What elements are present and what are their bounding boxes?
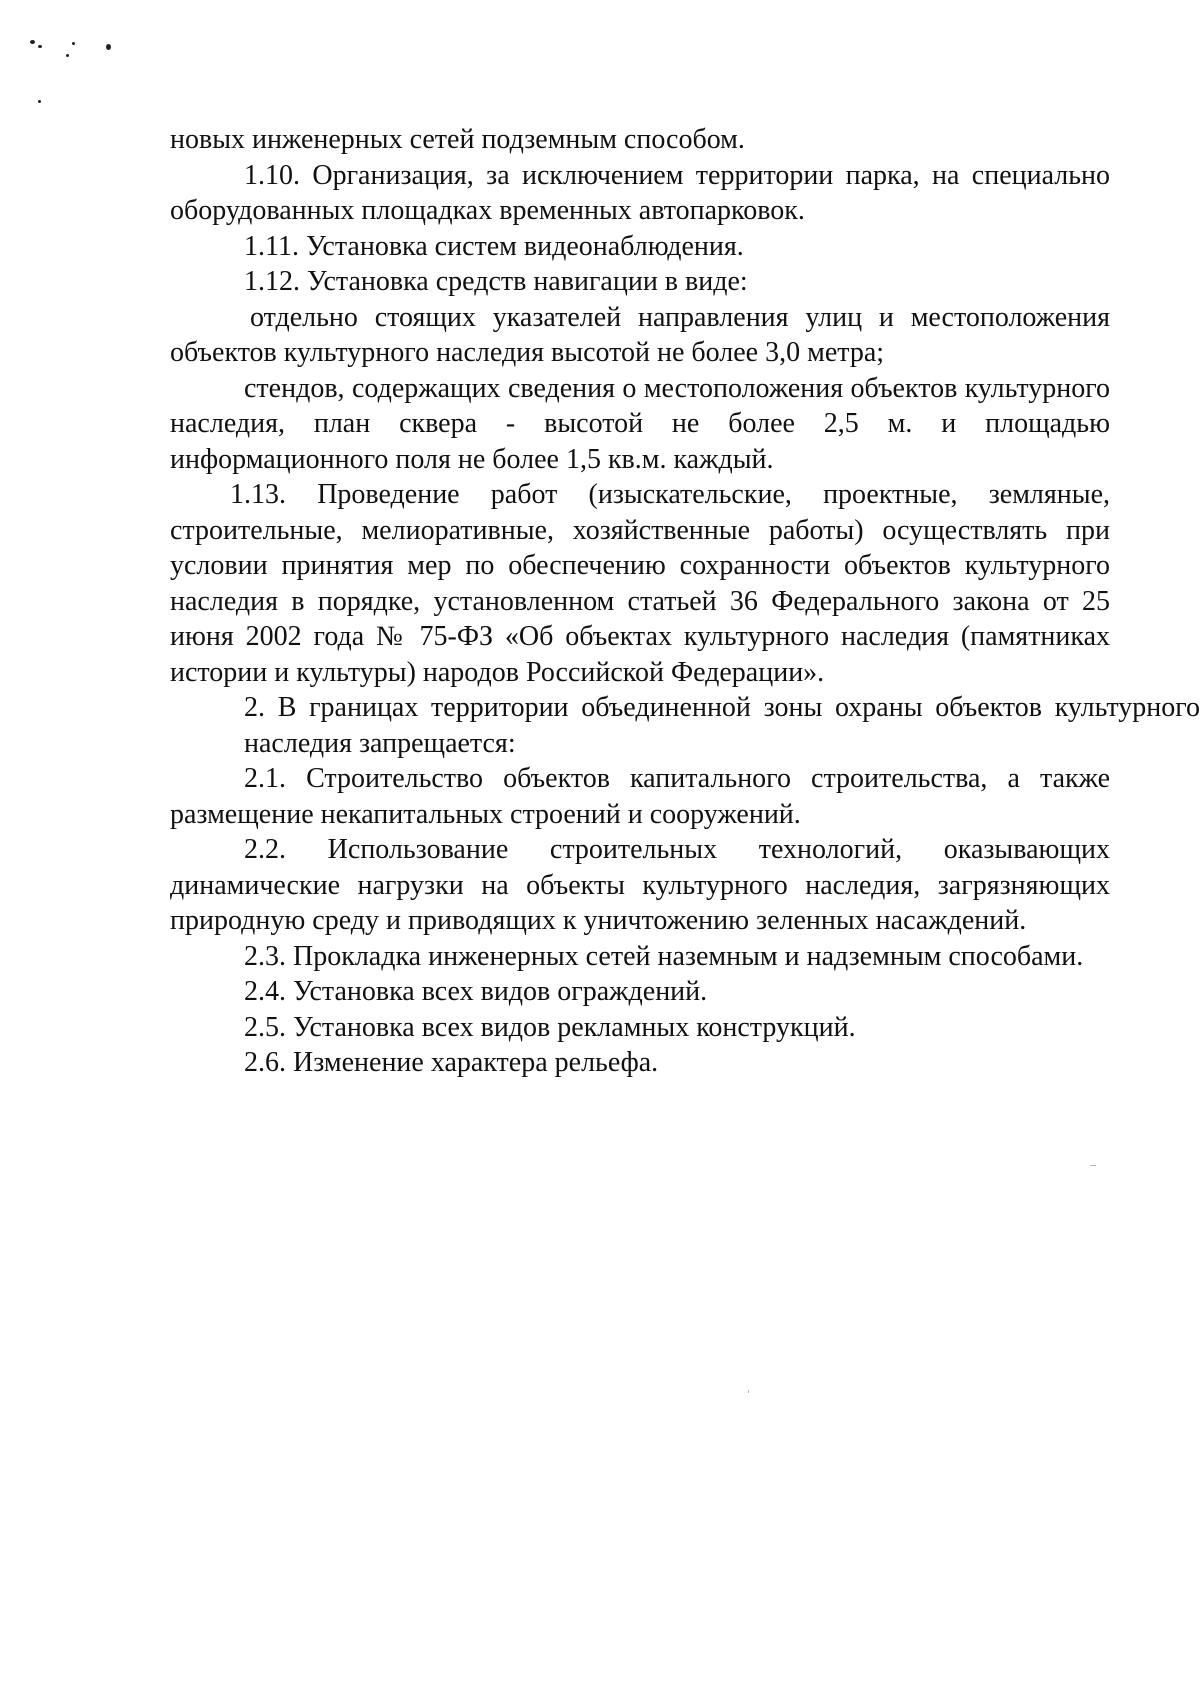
paragraph: отдельно стоящих указателей направления улиц и местоположения объектов культурного наследия высотой не более 3,0 метра;: [170, 301, 1110, 368]
scan-speck: [38, 100, 41, 103]
scan-speck: [66, 54, 69, 57]
paragraph: 2. В границах территории объединенной зоны охраны объектов культурного наследия запрещается:: [244, 692, 1200, 759]
scan-speck: [72, 42, 75, 45]
paragraph: 1.13. Проведение работ (изыскательские, проектные, земляные, строительные, мелиоративные, хозяйственные работы) осуществлять при условии принятия мер по обеспечению сохранности объектов культурного наследия в порядке, установленном статьей 36 Федерального закона от 25 июня 2002 года № 75-ФЗ «Об объектах культурного наследия (памятниках истории и культуры) народов Российской Федерации».: [170, 479, 1110, 688]
paragraph: 2.3. Прокладка инженерных сетей наземным и надземным способами.: [244, 940, 1084, 972]
scan-speck: [38, 45, 42, 48]
paragraph: 2.5. Установка всех видов рекламных конструкций.: [244, 1011, 856, 1043]
scan-speck: [30, 40, 35, 44]
paragraph: 1.12. Установка средств навигации в виде:: [244, 266, 748, 297]
paragraph: стендов, содержащих сведения о местоположения объектов культурного наследия, план сквера - высотой не более 2,5 м. и площадью информационного поля не более 1,5 кв.м. каждый.: [170, 372, 1110, 475]
scan-mark: [748, 1390, 749, 1393]
scan-mark: [1090, 1165, 1096, 1166]
scan-speck: [106, 44, 111, 50]
paragraph: 1.11. Установка систем видеонаблюдения.: [244, 230, 744, 262]
document-body: [170, 122, 1200, 1081]
paragraph: 2.2. Использование строительных технологий, оказывающих динамические нагрузки на объекты культурного наследия, загрязняющих природную среду и приводящих к уничтожению зеленных насаждений.: [170, 834, 1110, 936]
paragraph: 2.6. Изменение характера рельефа.: [244, 1047, 659, 1078]
paragraph: новых инженерных сетей подземным способом.: [170, 124, 745, 155]
paragraph: 1.10. Организация, за исключением территории парка, на специально оборудованных площадках временных автопарковок.: [170, 159, 1110, 226]
paragraph: 2.4. Установка всех видов ограждений.: [244, 976, 708, 1007]
paragraph: 2.1. Строительство объектов капитального строительства, а также размещение некапитальных строений и сооружений.: [170, 763, 1110, 830]
